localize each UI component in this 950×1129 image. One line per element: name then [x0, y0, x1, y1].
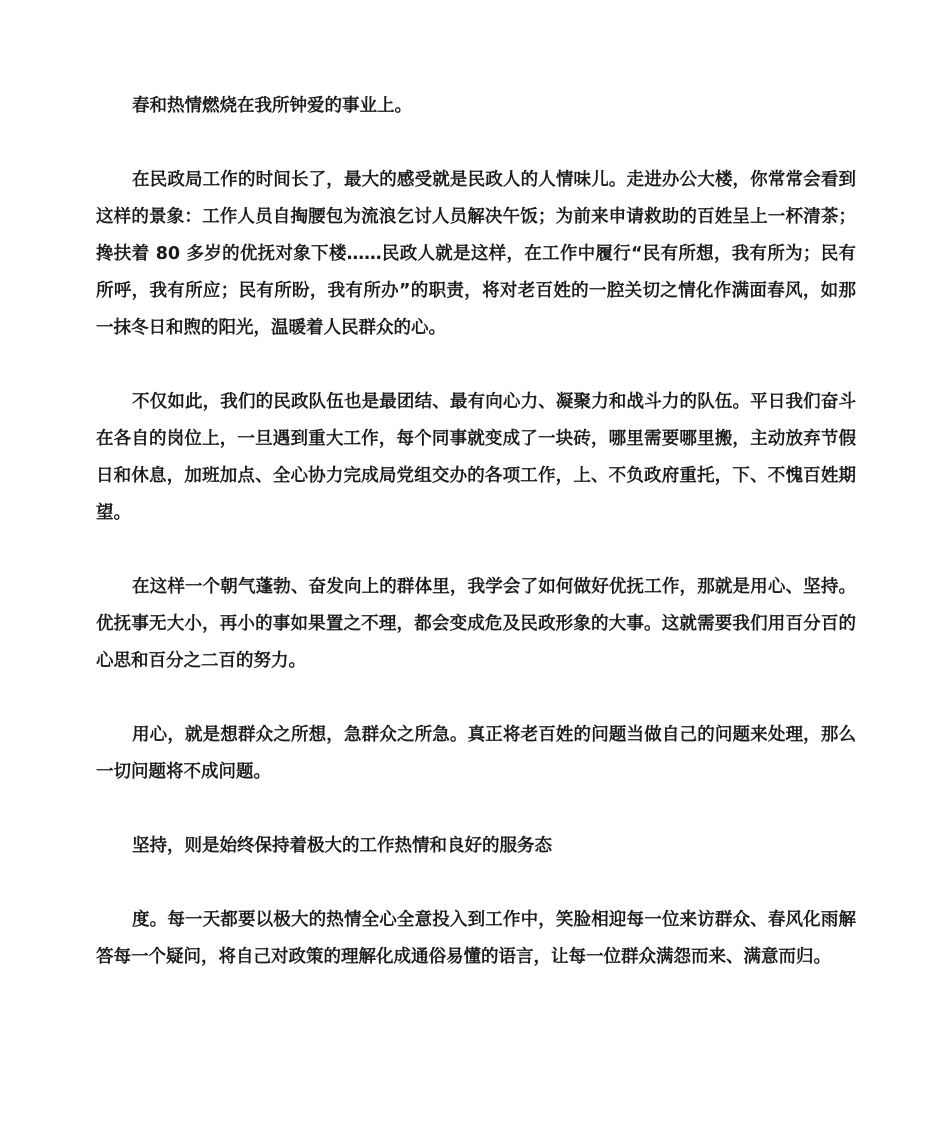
- paragraph-6: 坚持，则是始终保持着极大的工作热情和良好的服务态: [132, 836, 552, 856]
- paragraph-5: 用心，就是想群众之所想，急群众之所急。真正将老百姓的问题当做自己的问题来处理，那么一切问题将不成问题。: [96, 725, 856, 782]
- paragraph-2: 在民政局工作的时间长了，最大的感受就是民政人的人情味儿。走进办公大楼，你常常会看到这样的景象：工作人员自掏腰包为流浪乞讨人员解决午饭；为前来申请救助的百姓呈上一杯清茶；搀扶着 80 多岁的优抚对象下楼……民政人就是这样，在工作中履行“民有所想，我有所为；民有所呼，我有所应；民有所盼，我有所办”的职责，将对老百姓的一腔关切之情化作满面春风，如那一抹冬日和煦的阳光，温暖着人民群众的心。: [96, 170, 856, 338]
- paragraph-3: 不仅如此，我们的民政队伍也是最团结、最有向心力、凝聚力和战斗力的队伍。平日我们奋斗在各自的岗位上，一旦遇到重大工作，每个同事就变成了一块砖，哪里需要哪里搬，主动放弃节假日和休息，加班加点、全心协力完成局党组交办的各项工作，上、不负政府重托，下、不愧百姓期望。: [96, 392, 856, 523]
- document-body: [96, 88, 856, 1013]
- paragraph-7: 度。每一天都要以极大的热情全心全意投入到工作中，笑脸相迎每一位来访群众、春风化雨解答每一个疑问，将自己对政策的理解化成通俗易懂的语言，让每一位群众满怨而来、满意而归。: [96, 910, 856, 967]
- paragraph-1: 春和热情燃烧在我所钟爱的事业上。: [132, 96, 412, 116]
- paragraph-4: 在这样一个朝气蓬勃、奋发向上的群体里，我学会了如何做好优抚工作，那就是用心、坚持。优抚事无大小，再小的事如果置之不理，都会变成危及民政形象的大事。这就需要我们用百分百的心思和百分之二百的努力。: [96, 577, 856, 671]
